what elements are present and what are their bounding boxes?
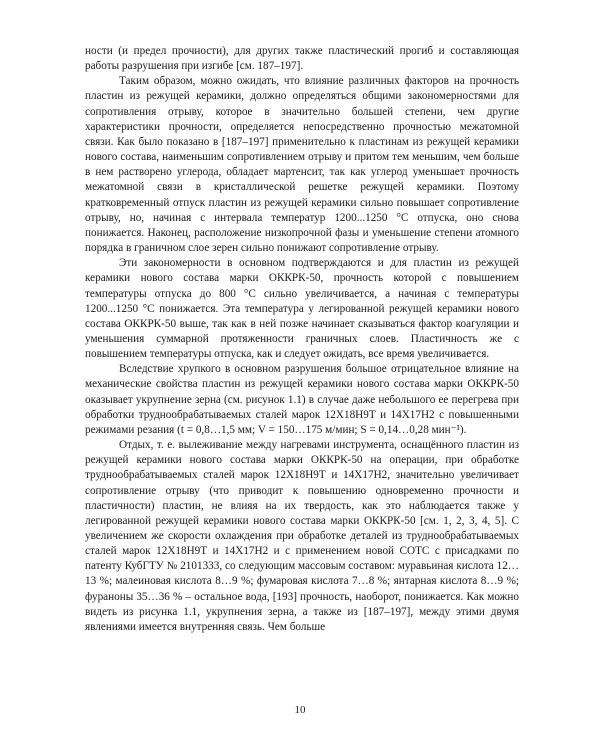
paragraph-continuation: ности (и предел прочности), для других также пластический прогиб и составляющая работы разрушения при изгибе [см. 187–197]. xyxy=(85,45,519,73)
paragraph-strength-factors: Таким образом, можно ожидать, что влияние различных факторов на прочность пластин из режущей керамики, должно определяться общими закономерностями для сопротивления отрыву, которое в значительно большей степени, чем другие характеристики прочности, определяется непосредственно прочностью межатомной связи. Как было показано в [187–197] применительно к пластинам из режущей керамики нового состава, наименьшим сопротивлением отрыву и притом тем меньшим, чем больше в нем растворено углерода, обладает мартенсит, так как углерод уменьшает прочность межатомной связи в кристаллической решетке режущей керамики. Поэтому кратковременный отпуск пластин из режущей керамики сильно повышает сопротивление отрыву, но, начиная с интервала температур 1200...1250 °С отпуска, оно снова понижается. Наконец, расположение низкопрочной фазы и уменьшение степени атомного порядка в граничном слое зерен сильно понижают сопротивление отрыву. xyxy=(85,75,519,255)
paragraph-okkrk-tempering: Эти закономерности в основном подтверждаются и для пластин из режущей керамики нового состава марки ОККРК-50, прочность которой с повышением температуры отпуска до 800 °С сильно увеличивается, а начиная с температуры 1200...1250 °С понижается. Эта температура у легированной режущей керамики нового состава ОККРК-50 выше, так как в ней позже начинает сказываться фактор коагуляции и уменьшения суммарной протяженности граничных слоев. Пластичность же с повышением температуры отпуска, как и следует ожидать, все время увеличивается. xyxy=(85,257,519,361)
paragraph-rest-between-heating: Отдых, т. е. вылеживание между нагревами инструмента, оснащённого пластин из режущей керамики нового состава марки ОККРК-50 на операции, при обработке труднообрабатываемых сталей марок 12Х18Н9Т и 14Х17Н2, значительно увеличивает сопротивление отрыву (что приводит к повышению одновременно прочности и пластичности) пластин, не влияя на их твердость, как это наблюдается также у легированной режущей керамики нового состава марки ОККРК-50 [см. 1, 2, 3, 4, 5]. С увеличением же скорости охлаждения при обработке деталей из труднообрабатываемых сталей марок 12Х18Н9Т и 14Х17Н2 и с применением новой СОТС с присадками по патенту КубГТУ № 2101333, со следующим массовым составом: муравьиная кислота 12…13 %; малеиновая кислота 8…9 %; фумаровая кислота 7…8 %; янтарная кислота 8…9 %; фураноны 35…36 % – остальное вода, [193] прочность, наоборот, понижается. Как можно видеть из рисунка 1.1, укрупнения зерна, а также из [187–197], между этими двумя явлениями имеется внутренняя связь. Чем больше xyxy=(85,439,519,633)
page-number: 10 xyxy=(294,704,306,716)
paragraph-grain-coarsening: Вследствие хрупкого в основном разрушения большое отрицательное влияние на механические свойства пластин из режущей керамики нового состава марки ОККРК-50 оказывает укрупнение зерна (см. рисунок 1.1) в случае даже небольшого ее перегрева при обработки труднообрабатываемых сталей марок 12Х18Н9Т и 14Х17Н2 с повышенными режимами резания (t = 0,8…1,5 мм; V = 150…175 м/мин; S = 0,14…0,28 мин⁻¹). xyxy=(85,363,519,436)
